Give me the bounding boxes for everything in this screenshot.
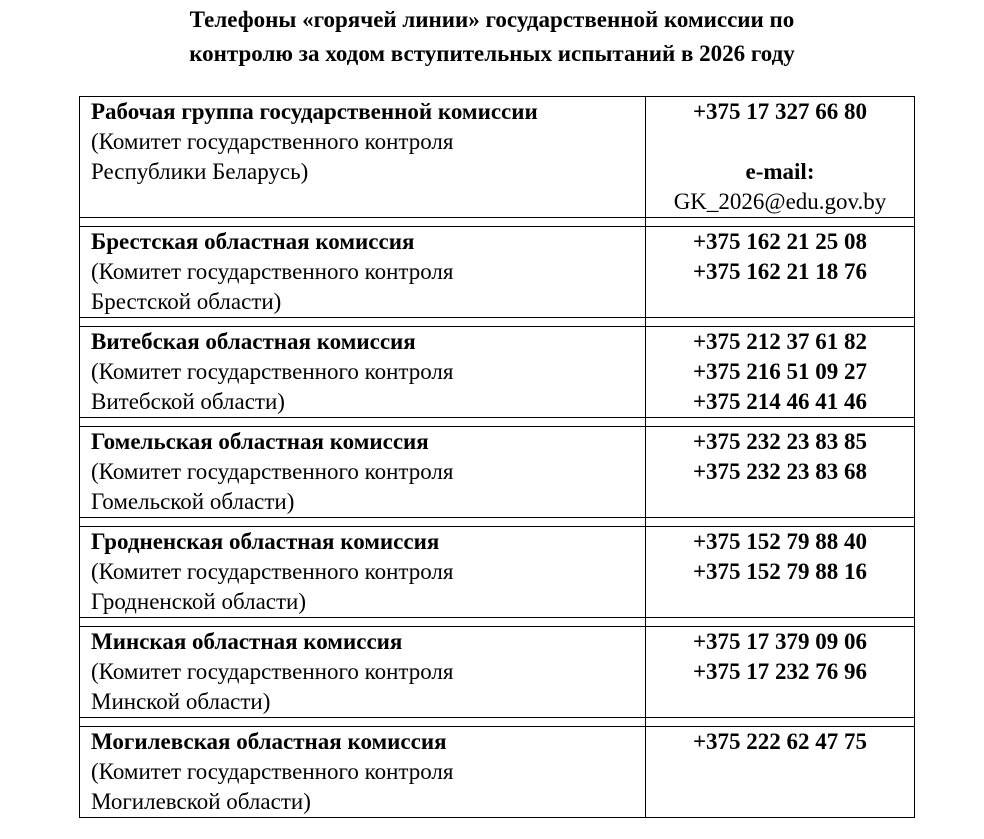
spacer-row: [80, 318, 915, 327]
org-name: Гродненская областная комиссия: [91, 529, 440, 554]
org-cell: [80, 527, 646, 618]
org-description-line-1: (Комитет государственного контроля: [91, 559, 454, 584]
phone-number[interactable]: +375 152 79 88 40: [692, 529, 868, 554]
org-description-line-1: (Комитет государственного контроля: [91, 129, 454, 154]
page-title-line-1: Телефоны «горячей линии» государственной комиссии по: [189, 7, 795, 32]
table-row: [80, 427, 915, 518]
phone-cell: [646, 327, 915, 418]
spacer-cell: [80, 418, 646, 427]
phone-number[interactable]: +375 232 23 83 68: [692, 459, 868, 484]
org-description-line-2: Могилевской области): [91, 789, 311, 814]
spacer-cell: [646, 518, 915, 527]
spacer-row: [80, 518, 915, 527]
phone-number[interactable]: +375 17 232 76 96: [692, 659, 868, 684]
spacer-cell: [80, 618, 646, 627]
org-description-line-1: (Комитет государственного контроля: [91, 359, 454, 384]
spacer-cell: [80, 318, 646, 327]
org-name: Минская областная комиссия: [91, 629, 403, 654]
spacer-row: [80, 718, 915, 727]
spacer-cell: [80, 218, 646, 227]
phone-number[interactable]: +375 17 327 66 80: [692, 99, 868, 124]
spacer-cell: [80, 718, 646, 727]
phone-number[interactable]: +375 214 46 41 46: [692, 389, 868, 414]
org-description-line-2: Республики Беларусь): [91, 159, 309, 184]
org-description-line-1: (Комитет государственного контроля: [91, 759, 454, 784]
org-cell: [80, 727, 646, 818]
phone-number[interactable]: +375 162 21 25 08: [692, 229, 868, 254]
org-description-line-1: (Комитет государственного контроля: [91, 659, 454, 684]
org-cell: [80, 327, 646, 418]
table-row: [80, 527, 915, 618]
phone-cell: [646, 727, 915, 818]
phone-number[interactable]: +375 216 51 09 27: [692, 359, 868, 384]
phone-number[interactable]: +375 212 37 61 82: [692, 329, 868, 354]
table-row: [80, 327, 915, 418]
spacer-row: [80, 418, 915, 427]
spacer-cell: [646, 218, 915, 227]
phone-number[interactable]: +375 232 23 83 85: [692, 429, 868, 454]
spacer-row: [80, 218, 915, 227]
table-row: [80, 97, 915, 218]
org-cell: [80, 97, 646, 218]
org-description-line-2: Гродненской области): [91, 589, 307, 614]
org-description-line-2: Гомельской области): [91, 489, 295, 514]
spacer-row: [80, 618, 915, 627]
phone-cell: [646, 527, 915, 618]
phone-number[interactable]: +375 152 79 88 16: [692, 559, 868, 584]
phone-cell: [646, 227, 915, 318]
hotline-table: [79, 96, 915, 818]
page-title: [0, 3, 984, 71]
spacer-cell: [80, 518, 646, 527]
org-name: Могилевская областная комиссия: [91, 729, 447, 754]
org-name: Витебская областная комиссия: [91, 329, 416, 354]
email-address[interactable]: GK_2026@edu.gov.by: [673, 189, 887, 214]
spacer-cell: [646, 418, 915, 427]
phone-cell: [646, 627, 915, 718]
phone-number[interactable]: +375 17 379 09 06: [692, 629, 868, 654]
phone-number[interactable]: +375 162 21 18 76: [692, 259, 868, 284]
org-description-line-2: Витебской области): [91, 389, 285, 414]
email-label: e-mail:: [745, 159, 815, 184]
org-name: Рабочая группа государственной комиссии: [91, 99, 538, 124]
phone-number[interactable]: +375 222 62 47 75: [692, 729, 868, 754]
spacer-cell: [646, 618, 915, 627]
org-cell: [80, 427, 646, 518]
org-name: Брестская областная комиссия: [91, 229, 415, 254]
phone-cell: [646, 427, 915, 518]
page-title-line-2: контролю за ходом вступительных испытаний в 2026 году: [189, 41, 795, 66]
table-row: [80, 227, 915, 318]
org-description-line-2: Минской области): [91, 689, 271, 714]
table-row: [80, 727, 915, 818]
spacer-cell: [646, 318, 915, 327]
org-name: Гомельская областная комиссия: [91, 429, 429, 454]
spacer-cell: [646, 718, 915, 727]
table-row: [80, 627, 915, 718]
phone-cell: [646, 97, 915, 218]
org-cell: [80, 227, 646, 318]
org-cell: [80, 627, 646, 718]
org-description-line-2: Брестской области): [91, 289, 282, 314]
org-description-line-1: (Комитет государственного контроля: [91, 259, 454, 284]
org-description-line-1: (Комитет государственного контроля: [91, 459, 454, 484]
